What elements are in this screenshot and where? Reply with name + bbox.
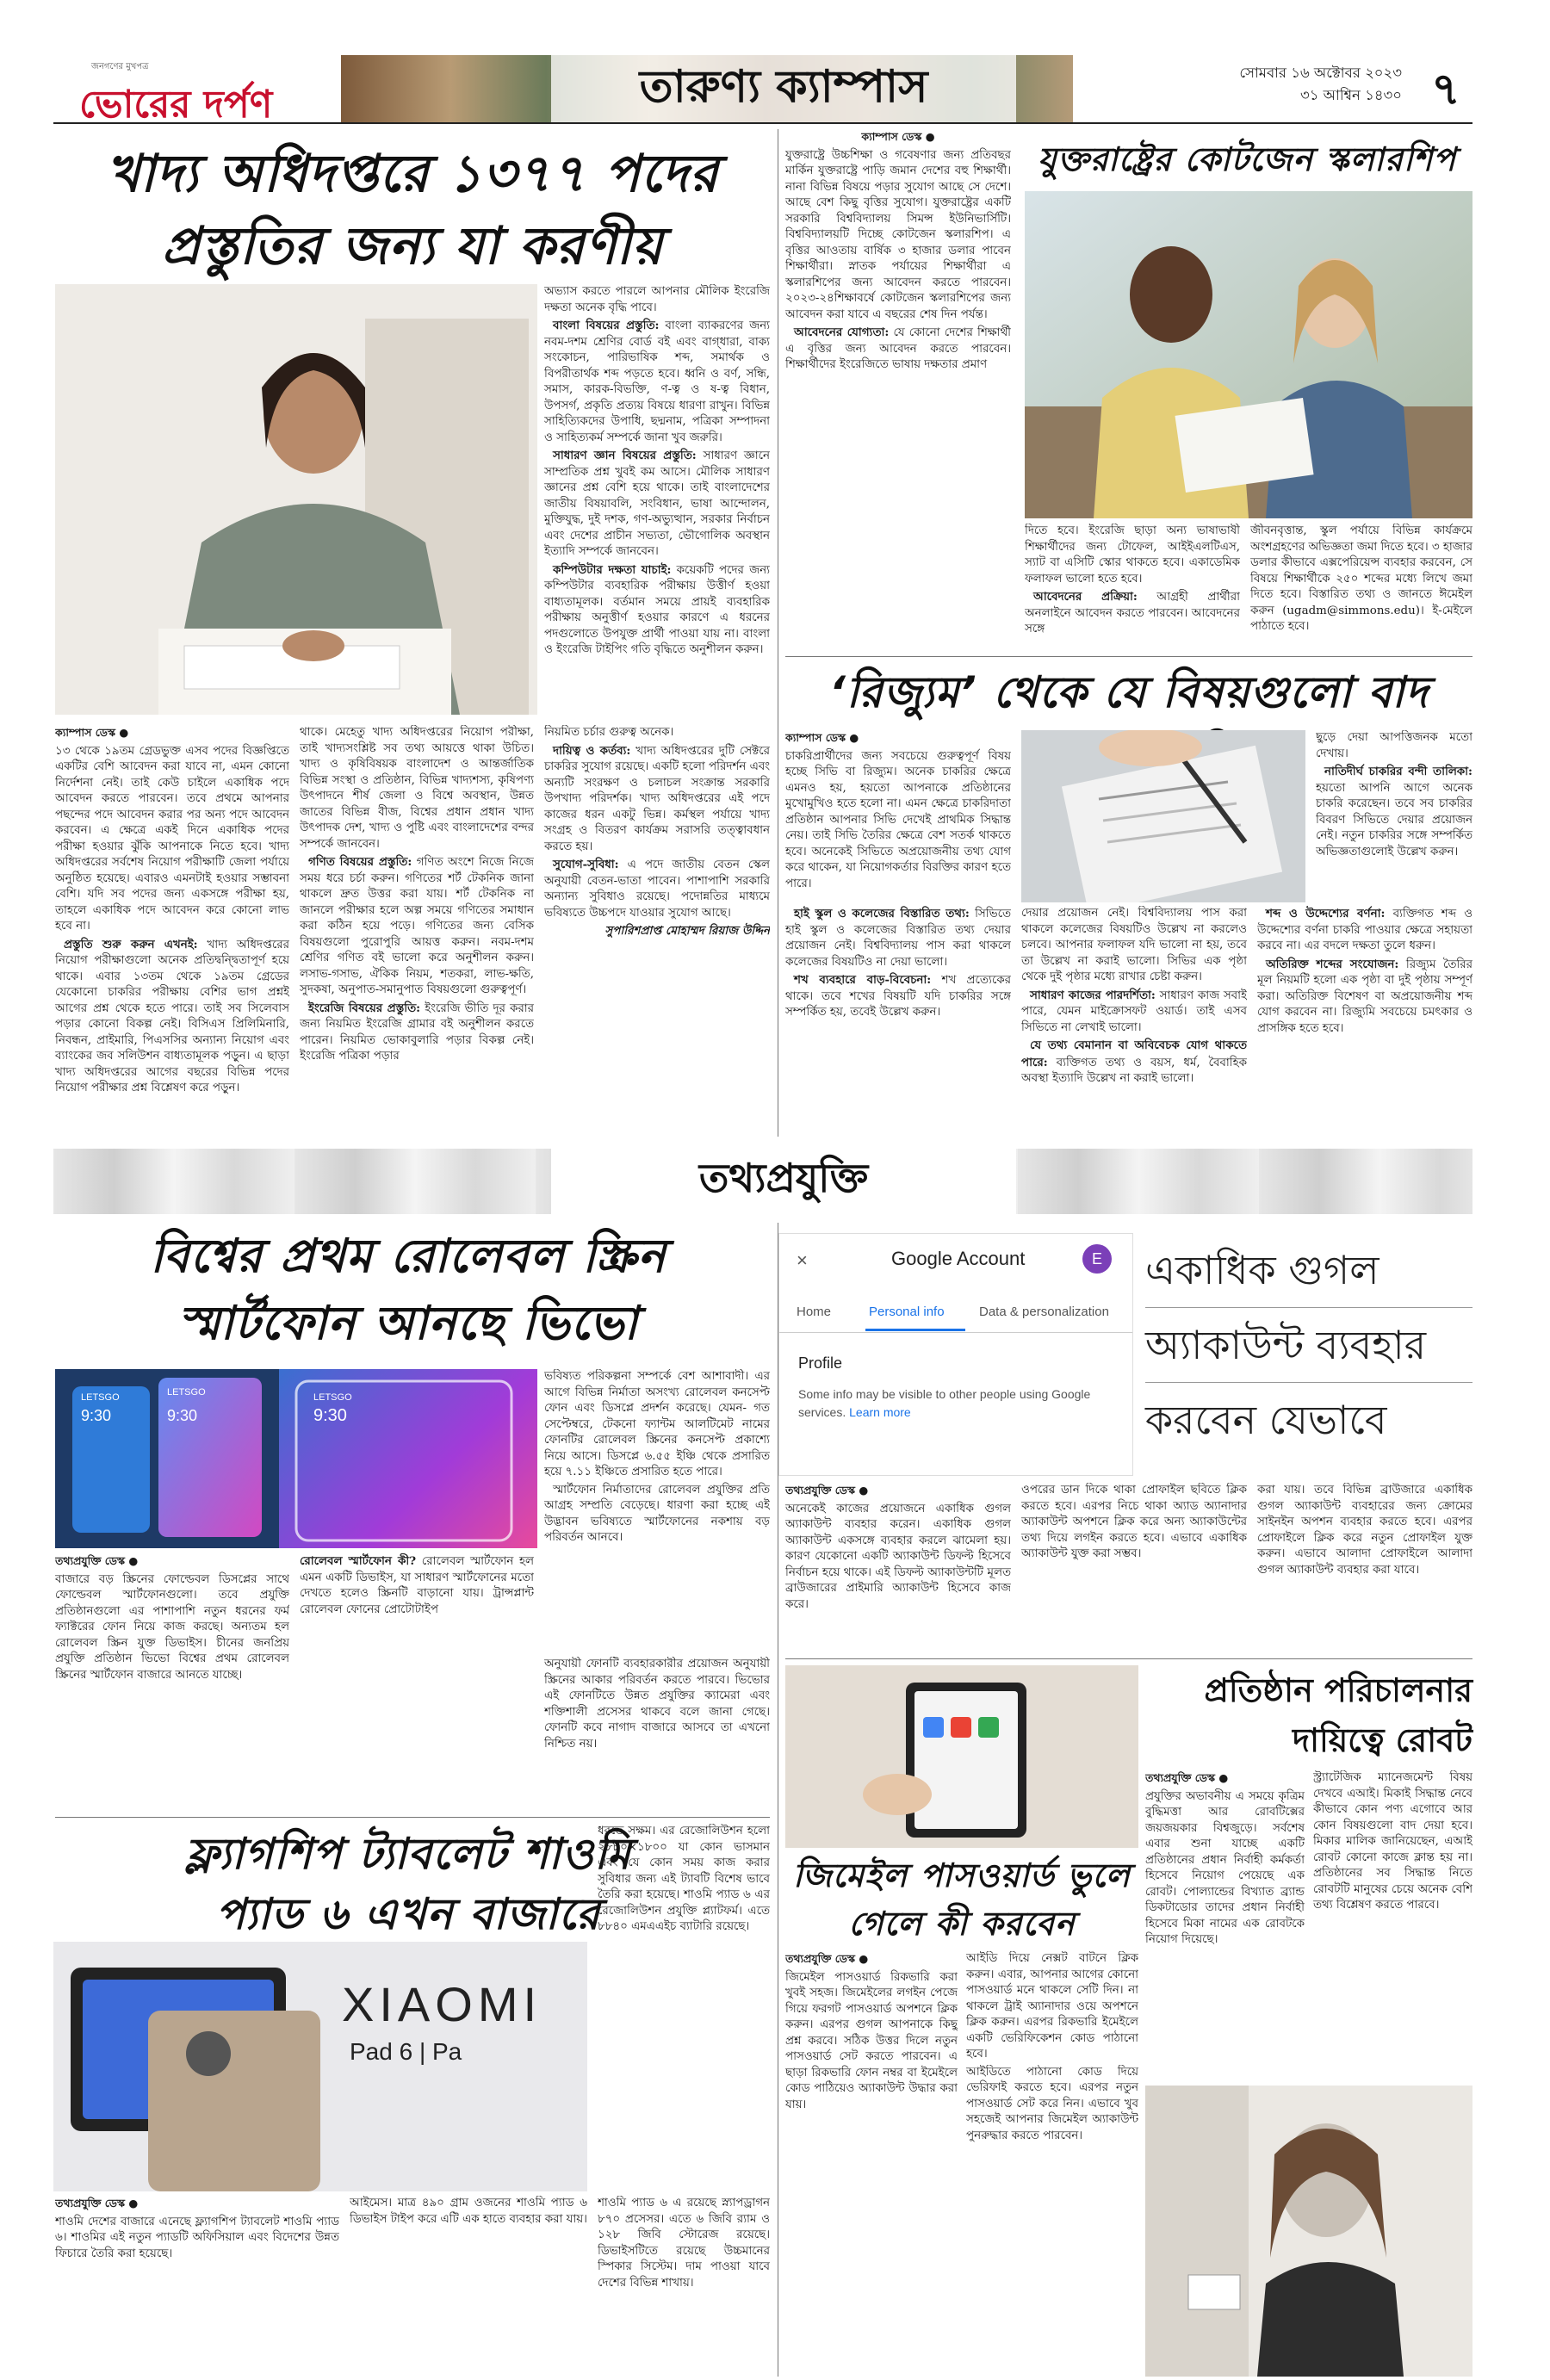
profile-note-text: Some info may be visible to other people using Google services. bbox=[798, 1387, 1091, 1419]
article7-column-3 bbox=[598, 1824, 770, 2185]
article1-col2-subhead: গণিত বিষয়ের প্রস্তুতি: bbox=[308, 855, 412, 869]
article2-col2-text: দিতে হবে। ইংরেজি ছাড়া অন্য ভাষাভাষী শিক্ষার্থীদের জন্য টোফেল, আইইএলটিএস, স্যাট বা এসিটি স্কোর থাকতে হবে। একাডেমিক ফলাফল ভালো হতে হবে। bbox=[1025, 524, 1240, 586]
article1-col4b-text: খাদ্য অধিদপ্তরের দুটি সেক্টরে চাকরির সুযোগ রয়েছে। একটি হলো পরিদর্শন এবং অন্যটি সংরক্ষণ ও চলাচল সংক্রান্ত সরকারি উপখাদ্য পরিদর্শক। খাদ্য অধিদপ্তরের এই পদে কাজের ধরন একটু ভিন্ন। কর্মস্থল পর্যায়ে খাদ্য সংগ্রহ ও বিতরণ কার্যক্রম সরাসরি তত্ত্বাবধান করতে হয়। bbox=[544, 744, 770, 853]
active-tab-indicator bbox=[865, 1329, 965, 1331]
article3-col1c-text: শখ প্রত্যেকের থাকে। তবে শখের বিষয়টি যদি চাকরির সঙ্গে সম্পর্কিত হয়, তবেই উল্লেখ করুন। bbox=[785, 974, 1011, 1019]
tab-data-personalization[interactable]: Data & personalization bbox=[979, 1305, 1109, 1319]
article1-column-2 bbox=[300, 725, 534, 1130]
article6-photo-robot bbox=[1145, 2086, 1472, 2377]
article1-column-1 bbox=[55, 725, 289, 1130]
article4-photo-rollable-phones-2 bbox=[279, 1369, 537, 1548]
profile-note bbox=[798, 1385, 1108, 1422]
section-divider bbox=[785, 656, 1472, 657]
students-illustration bbox=[1025, 191, 1472, 518]
article1-col2-subhead2: ইংরেজি বিষয়ের প্রস্তুতি: bbox=[308, 1001, 421, 1015]
article8-column-2 bbox=[966, 1951, 1138, 2377]
article7-desk: তথ্যপ্রযুক্তি ডেস্ক ● bbox=[55, 2197, 139, 2210]
article4-col2-subhead: রোলেবল স্মার্টফোন কী? bbox=[300, 1554, 417, 1568]
article3-col3-subhead3: অতিরিক্ত শব্দের সংযোজন: bbox=[1266, 957, 1399, 971]
rollable-phone-illustration-2 bbox=[279, 1369, 537, 1548]
section-divider-lower bbox=[55, 1817, 770, 1818]
woman-writing-illustration bbox=[55, 284, 537, 715]
article2-desk: ক্যাম্পাস ডেস্ক ● bbox=[861, 130, 935, 143]
article4-col4-text: অনুযায়ী ফোনটি ব্যবহারকারীর প্রয়োজন অনুযায়ী স্ক্রিনের আকার পরিবর্তন করতে পারবে। ভিভোর এই ফোনটিতে উন্নত প্রযুক্তির ক্যামেরা এবং শক্তিশালী প্রসেসর থাকবে বলে জানা গেছে। ফোনটি কবে নাগাদ বাজারে আসবে তা এখনো নিশ্চিত নয়। bbox=[544, 1658, 770, 1751]
phone-label-left: LETSGO bbox=[81, 1392, 120, 1403]
article2-col1b-text: যে কোনো দেশের শিক্ষার্থী এ বৃত্তির জন্য আবেদন করতে পারবেন। শিক্ষার্থীদের ইংরেজিতে ভাষায় দক্ষতার প্রমাণ bbox=[785, 326, 1011, 371]
article1-col4c-text: এ পদে জাতীয় বেতন স্কেল অনুযায়ী বেতন-ভাতা পাবেন। পাশাপাশি সরকারি অন্যান্য সুবিধাও রয়েছে। পদোন্নতির মাধ্যমে ভবিষ্যতে উচ্চপদে যাওয়ার সুযোগ আছে। bbox=[544, 858, 770, 920]
article7-column-4 bbox=[598, 2196, 770, 2377]
article4-headline-line1: বিশ্বের প্রথম রোলেবল স্ক্রিন bbox=[150, 1229, 666, 1283]
article5-google-account-screenshot bbox=[778, 1233, 1133, 1476]
tablet-hand-illustration bbox=[785, 1665, 1138, 1848]
close-icon[interactable]: × bbox=[797, 1249, 808, 1271]
article7-column-2 bbox=[350, 2196, 587, 2377]
google-account-tabs bbox=[779, 1294, 1132, 1333]
article4-column-2 bbox=[300, 1553, 534, 1812]
article4-col3b-text: স্মার্টফোন নির্মাতাদের রোলেবল প্রযুক্তির প্রতি আগ্রহ সম্প্রতি বেড়েছে। ধারণা করা হচ্ছে এই উদ্ভাবন ভবিষ্যতে স্মার্টফোনের নকশায় বড় পরিবর্তন আনবে। bbox=[544, 1483, 770, 1544]
article8-headline bbox=[785, 1851, 1138, 1948]
article5-col1-text: অনেকেই কাজের প্রয়োজনে একাধিক গুগল অ্যাকাউন্ট ব্যবহার করেন। একাধিক গুগল অ্যাকাউন্ট একসঙ্গে ব্যবহার করলে ঝামেলা হয়। কারণ যেকোনো একটি অ্যাকাউন্ট ডিফল্ট হিসেবে নির্বাচন হয়ে থাকে। এই ডিফল্ট অ্যাকাউন্টটি মূলত ব্রাউজারের প্রাইমারি অ্যাকাউন্ট হিসেবে কাজ করে। bbox=[785, 1502, 1011, 1611]
article1-col3-subhead: বাংলা বিষয়ের প্রস্তুতি: bbox=[553, 319, 660, 332]
article7-col3-text: ধরতে সক্ষম। এর রেজোলিউশন হলো ২৮৮০×১৮০০ যা কোন ভাসমান এবং যে কোন সময় কাজ করার সুবিধার জন্য এই ট্যাবটি বিশেষ ভাবে তৈরি করা হয়েছে। শাওমি প্যাড ৬ এর রেজোলিউশন প্রযুক্তি প্ল্যাটফর্ম। এতে ৮৮৪০ এমএএইচ ব্যাটারি রয়েছে। bbox=[598, 1825, 770, 1933]
article6-column-1 bbox=[1145, 1770, 1305, 2080]
article6-col1-text: প্রযুক্তির অভাবনীয় এ সময়ে কৃত্রিম বুদ্ধিমত্তা আর রোবটিক্সের জয়জয়কার বিশ্বজুড়ে। সর্বশেষ এবার শুনা যাচ্ছে একটি প্রতিষ্ঠানের প্রধান নির্বাহী কর্মকর্তা হিসেবে নিয়োগ পেয়েছে এক রোবট। পোল্যান্ডের বিখ্যাত ব্র্যান্ড ডিকটাডোর তাদের প্রধান নির্বাহী হিসেবে মিকা নামের এক রোবটকে নিয়োগ দিয়েছে। bbox=[1145, 1789, 1305, 1946]
newspaper-logo: ভোরের দর্পণ bbox=[79, 83, 273, 127]
article3-col1-subhead: হাই স্কুল ও কলেজের বিস্তারিত তথ্য: bbox=[794, 907, 970, 920]
article3-column-3-top bbox=[1316, 730, 1472, 902]
article3-column-1 bbox=[785, 730, 1011, 902]
dateline bbox=[1204, 62, 1402, 107]
xiaomi-model-text: Pad 6 | Pa bbox=[350, 2038, 462, 2065]
date-gregorian: সোমবার ১৬ অক্টোবর ২০২৩ bbox=[1239, 65, 1402, 81]
article7-col1-text: শাওমি দেশের বাজারে এনেছে ফ্ল্যাগশিপ ট্যাবলেট শাওমি প্যাড ৬। শাওমির এই নতুন প্যাডটি অফিসিয়াল এবং বিদেশের উন্নত ফিচারে তৈরি করা হয়েছে। bbox=[55, 2215, 339, 2260]
article8-column-3 bbox=[966, 2065, 1138, 2147]
article1-column-4 bbox=[544, 725, 770, 1130]
article5-headline-line2: অ্যাকাউন্ট ব্যবহার bbox=[1145, 1308, 1472, 1383]
article5-col2-text: ওপরের ডান দিকে থাকা প্রোফাইল ছবিতে ক্লিক করতে হবে। এরপর নিচে থাকা অ্যাড অ্যানাদার অ্যাকাউন্ট অপশনে ক্লিক করে অন্য অ্যাকাউন্টের তথ্য দিয়ে লগইন করতে হবে। এভাবে একাধিক অ্যাকাউন্ট যুক্ত করা সম্ভব। bbox=[1021, 1484, 1247, 1560]
logo-tagline: জনগণের মুখপত্র bbox=[91, 62, 149, 71]
article3-col2-text: দেয়ার প্রয়োজন নেই। বিশ্ববিদ্যালয় পাস করা থাকলে কলেজের বিষয়টিও উল্লেখ না করলেও চলবে। আপনার ফলাফল যদি ভালো না হয়, তবে তা উল্লেখ না করাই ভালো। সিভির এক পৃষ্ঠা থেকে দুই পৃষ্ঠার মধ্যে রাখার চেষ্টা করুন। bbox=[1021, 907, 1247, 983]
article3-col3-text: ছুড়ে দেয়া আপত্তিজনক মতো দেখায়। bbox=[1316, 731, 1472, 760]
article2-col3-text: জীবনবৃত্তান্ত, স্কুল পর্যায়ে বিভিন্ন কার্যক্রমে অংশগ্রহণের অভিজ্ঞতা জমা দিতে হবে। ৩ হাজার ডলার কীভাবে এক্সপেরিয়েন্স ব্যবহার করবেন, সে বিষয়ে শিক্ষার্থীকে ২৫০ শব্দের মধ্যে লিখে জমা দিতে হবে। বিস্তারিত তথ্য ও জানতে ঈমেইল করুন (ugadm@simmons.edu)। ই-মেইলে পাঠাতে হবে। bbox=[1250, 524, 1472, 633]
article1-col3-text: অভ্যাস করতে পারলে আপনার মৌলিক ইংরেজি দক্ষতা অনেক বৃদ্ধি পাবে। bbox=[544, 285, 770, 314]
date-bangla: ৩১ আশ্বিন ১৪৩০ bbox=[1299, 87, 1402, 103]
article1-col1b-text: খাদ্য অধিদপ্তরের নিয়োগ পরীক্ষাগুলো অনেক প্রতিদ্বন্দ্বিতাপূর্ণ হয়ে থাকে। এবার ১৩তম থেকে ১৯তম গ্রেডের যেকোনো চাকরির পরীক্ষায় বেশির ভাগ প্রশ্নই আগের প্রশ্ন থেকে হতে পারে। তাই সব সিলেবাস পড়ার কোনো বিকল্প নেই। বিসিএস প্রিলিমিনারি, নিবন্ধন, প্রাইমারি, পিএসসির অন্যান্য নিয়োগ এবং ব্যাংকের জব সলিউশন বাধ্যতামূলক পড়ুন। এ ছাড়া খাদ্য অধিদপ্তরের আগের বছরের বিভিন্ন পদের নিয়োগ পরীক্ষার প্রশ্ন বিশ্লেষণ করে পড়ুন। bbox=[55, 938, 289, 1094]
article1-byline: সুপারিশপ্রাপ্ত মোহাম্মদ রিয়াজ উদ্দিন bbox=[604, 924, 770, 938]
article1-col4-subhead2: সুযোগ-সুবিধা: bbox=[553, 858, 619, 871]
article1-photo-woman-writing bbox=[55, 284, 537, 715]
article8-headline-line2: গেলে কী করবেন bbox=[848, 1905, 1076, 1943]
article3-col2-subhead: সাধারণ কাজের পারদর্শিতা: bbox=[1030, 988, 1156, 1002]
article7-headline-line1: ফ্ল্যাগশিপ ট্যাবলেট শাওমি bbox=[184, 1829, 632, 1879]
article3-desk: ক্যাম্পাস ডেস্ক ● bbox=[785, 731, 859, 744]
article8-headline-line1: জিমেইল পাসওয়ার্ড ভুলে bbox=[793, 1856, 1131, 1894]
phone-time-left: 9:30 bbox=[81, 1407, 112, 1424]
article6-column-2 bbox=[1313, 1770, 1472, 2080]
article7-headline-line2: প্যাড ৬ এখন বাজারে bbox=[215, 1889, 601, 1939]
article1-col3-subhead2: সাধারণ জ্ঞান বিষয়ের প্রস্তুতি: bbox=[553, 449, 697, 462]
article3-column-1-bottom bbox=[785, 906, 1011, 1130]
article1-col4-text: নিয়মিত চর্চার গুরুত্ব অনেক। bbox=[544, 726, 674, 739]
article1-col3-subhead3: কম্পিউটার দক্ষতা যাচাই: bbox=[553, 562, 672, 577]
article7-col2-text: আইমেস। মাত্র ৪৯০ গ্রাম ওজনের শাওমি প্যাড ৬ ডিভাইস টাইপ করে এটি এক হাতে ব্যবহার করা যায়। bbox=[350, 2197, 587, 2226]
article5-headline bbox=[1145, 1233, 1472, 1457]
article1-desk: ক্যাম্পাস ডেস্ক ● bbox=[55, 726, 129, 739]
article2-column-2 bbox=[1025, 524, 1240, 653]
article5-column-2 bbox=[1021, 1483, 1247, 1655]
article4-headline bbox=[55, 1223, 761, 1357]
article4-col2-text: রোলেবল স্মার্টফোন হল এমন একটি ডিভাইস, যা সাধারণ স্মার্টফোনের মতো দেখতে হলেও স্ক্রিনটি বাড়ানো যায়। ট্রান্সপ্লান্ট রোলেবল ফোনের প্রোটোটাইপ bbox=[300, 1555, 534, 1616]
article3-col2-subhead2: যে তথ্য বেমানান বা অবিবেচক যোগ থাকতে পারে: bbox=[1021, 1038, 1247, 1069]
section-divider-right bbox=[785, 1658, 1472, 1659]
article8-photo-tablet bbox=[785, 1665, 1138, 1848]
section-title: তারুণ্য ক্যাম্পাস bbox=[551, 55, 1016, 122]
article3-col1-text: চাকরিপ্রার্থীদের জন্য সবচেয়ে গুরুত্বপূর্ণ বিষয় হচ্ছে সিভি বা রিজ্যুম। অনেক চাকরির ক্ষেত্রে এমনও হয়, হয়তো আপনাকে প্রতিষ্ঠানের মুখোমুখিও হতে হলো না। এমন ক্ষেত্রে চাকরিদাতা প্রতিষ্ঠান আপনার সিভি দেখেই প্রাথমিক সিদ্ধান্ত নেয়। তাই সিভি তৈরির ক্ষেত্রে বেশ সতর্ক থাকতে হবে। অনেকেই সিভিতে অপ্রয়োজনীয় তথ্য যোগ করে থাকেন, যা নিয়োগকর্তার বিরক্তির কারণ হতে পারে। bbox=[785, 749, 1011, 890]
article7-col4-text: শাওমি প্যাড ৬ এ রয়েছে স্ন্যাপড্রাগন ৮৭০ প্রসেসর। এতে ৬ জিবি র‌্যাম ও ১২৮ জিবি স্টোরেজ রয়েছে। ডিভাইসটিতে রয়েছে উচ্চমানের স্পিকার সিস্টেম। দাম পাওয়া যাবে দেশের বিভিন্ন শাখায়। bbox=[598, 2197, 770, 2290]
article2-col1-subhead: আবেদনের যোগ্যতা: bbox=[794, 325, 890, 339]
article3-col1b-text: সিভিতে হাই স্কুল ও কলেজের বিস্তারিত তথ্য দেয়ার প্রয়োজন নেই। বিশ্ববিদ্যালয় পাস করা থাকলে কলেজের বিষয়টিও না দেয়া ভালো। bbox=[785, 908, 1011, 969]
article5-column-3 bbox=[1257, 1483, 1472, 1646]
article2-column-3 bbox=[1250, 524, 1472, 653]
article5-col3-text: করা যায়। তবে বিভিন্ন ব্রাউজারে একাধিক গুগল অ্যাকাউন্ট ব্যবহারের জন্য ক্রোমের সাইনইন অপশন ব্যবহার করতে হবে। এরপর প্রোফাইলে ক্লিক করে নতুন প্রোফাইল যুক্ত করুন। এভাবে আলাদা প্রোফাইলে আলাদা গুগল অ্যাকাউন্ট ব্যবহার করা যাবে। bbox=[1257, 1484, 1472, 1577]
phone-time-third: 9:30 bbox=[313, 1406, 347, 1425]
article6-headline-line1: প্রতিষ্ঠান পরিচালনার bbox=[1204, 1671, 1472, 1709]
page-number: ৭ bbox=[1431, 64, 1460, 115]
robot-illustration bbox=[1145, 2086, 1472, 2377]
article1-col3b-text: বাংলা ব্যাকরণের জন্য নবম-দশম শ্রেণির বোর্ড বই এবং বাগ্‌ধারা, বাক্য সংকোচন, পারিভাষিক শব্দ, সমার্থক ও বিপরীতার্থক শব্দ পড়তে হবে। ধ্বনি ও বর্ণ, সন্ধি, সমাস, কারক-বিভক্তি, ণ-ত্ব ও ষ-ত্ব বিধান, উপসর্গ, প্রকৃতি প্রত্যয় বিষয়ে ধারণা রাখুন। বিভিন্ন সাহিত্যিকদের উপাধি, ছদ্মনাম, পত্রিকা সম্পাদনা ও সাহিত্যকর্ম সম্পর্কে জানা খুব জরুরি। bbox=[544, 319, 770, 444]
article3-col1-subhead2: শখ ব্যবহারে বাড়-বিবেচনা: bbox=[794, 973, 932, 987]
article1-col4-subhead: দায়িত্ব ও কর্তব্য: bbox=[553, 743, 631, 758]
article5-headline-line3: করবেন যেভাবে bbox=[1145, 1397, 1387, 1443]
article1-col2b-text: গণিত অংশে নিজে নিজে সময় ধরে চর্চা করুন। গণিতের শর্ট টেকনিক জানা থাকলে দ্রুত উত্তর করা যায়। শর্ট টেকনিক না জানলে পরীক্ষার হলে অল্প সময়ে গণিতের সমাধান করা কঠিন হয়ে পড়ে। গণিতের জন্য বেসিক বিষয়গুলো পুরোপুরি আয়ত্ত করুন। নবম-দশম শ্রেণির গণিত বই ভালো করে অনুশীলন করুন। লসাভ-গসাভ, ঐকিক নিয়ম, শতকরা, লাভ-ক্ষতি, সুদকষা, অনুপাত-সমানুপাত বিষয়গুলো গুরুত্বপূর্ণ। bbox=[300, 856, 534, 996]
article8-col2-text: আইডি দিয়ে নেক্সট বাটনে ক্লিক করুন। এবার, আপনার আগের কোনো পাসওয়ার্ড মনে থাকলে সেটি দিন। না থাকলে ট্রাই অ্যানাদার ওয়ে অপশনে ক্লিক করুন। এরপর রিকভারি ইমেইলে একটি ভেরিফিকেশন কোড পাঠানো হবে। bbox=[966, 1952, 1138, 2061]
article3-col3d-text: রিজ্যুম তৈরির মূল নিয়মটি হলো এক পৃষ্ঠা বা দুই পৃষ্ঠায় সম্পূর্ণ করা। অতিরিক্ত বিশেষণ বা অপ্রয়োজনীয় শব্দ যোগ করবেন না। রিজ্যুমি সবচেয়ে চমৎকার ও প্রাসঙ্গিক হতে হবে। bbox=[1257, 958, 1472, 1035]
article3-column-3 bbox=[1257, 906, 1472, 1130]
article1-col1-subhead: প্রস্তুতি শুরু করুন এখনই: bbox=[64, 937, 198, 951]
article4-headline-line2: স্মার্টফোন আনছে ভিভো bbox=[177, 1296, 639, 1350]
article6-col2-text: স্ট্র্যাটেজিক ম্যানেজমেন্ট বিষয় দেখবে এআই। মিকাই সিদ্ধান্ত নেবে কীভাবে কোন পণ্য এগোবে আর কোন বিষয়গুলো বাদ দেয়া হবে। মিকার মালিক জানিয়েছেন, এআই রোবট কোনো কাজে ক্লান্ত হয় না। প্রতিষ্ঠানের সব সিদ্ধান্ত নিতে রোবটটি মানুষের চেয়ে অনেক বেশি তথ্য বিশ্লেষণ করতে পারবে। bbox=[1313, 1771, 1472, 1912]
phone-time-right: 9:30 bbox=[167, 1407, 198, 1424]
article5-headline-line1: একাধিক গুগল bbox=[1145, 1233, 1472, 1308]
article3-col3-subhead2: শব্দ ও উদ্দেশ্যের বর্ণনা: bbox=[1266, 907, 1386, 920]
article1-col3d-text: কয়েকটি পদের জন্য কম্পিউটার ব্যবহারিক পরীক্ষায় উত্তীর্ণ হওয়া বাধ্যতামূলক। বর্তমান সময়ে প্রায়ই ব্যবহারিক পরীক্ষায় অনুত্তীর্ণ হওয়ার কারণে এ ধরনের পদগুলোতে উপযুক্ত প্রার্থী পাওয়া যায় না। বাংলা ও ইংরেজি টাইপিং গতি বৃদ্ধিতে অনুশীলন করুন। bbox=[544, 563, 770, 656]
rollable-phone-illustration bbox=[55, 1369, 279, 1548]
article2-column-1 bbox=[785, 129, 1011, 646]
article3-column-2 bbox=[1021, 906, 1247, 1130]
article2-col2-subhead: আবেদনের প্রক্রিয়া: bbox=[1033, 590, 1138, 604]
tech-section-title: তথ্যপ্রযুক্তি bbox=[551, 1149, 1016, 1214]
phone-label-right: LETSGO bbox=[167, 1387, 206, 1398]
article3-headline: ‘রিজ্যুম’ থেকে যে বিষয়গুলো বাদ bbox=[828, 667, 1429, 717]
profile-heading: Profile bbox=[798, 1354, 843, 1372]
article8-col3-text: আইডিতে পাঠানো কোড দিয়ে ভেরিফাই করতে হবে। এরপর নতুন পাসওয়ার্ড সেট করে নিন। এভাবে খুব সহজেই আপনার জিমেইল অ্যাকাউন্ট পুনরুদ্ধার করতে পারবেন। bbox=[966, 2065, 1138, 2142]
article3-col2c-text: ব্যক্তিগত তথ্য ও বয়স, ধর্ম, বৈবাহিক অবস্থা ইত্যাদি উল্লেখ না করাই ভালো। bbox=[1021, 1056, 1247, 1085]
article4-col3-text: ভবিষ্যত পরিকল্পনা সম্পর্কে বেশ আশাবাদী। এর আগে বিভিন্ন নির্মাতা অসংখ্য রোলেবল কনসেপ্ট ফোন এবং ডিসপ্লে প্রদর্শন করেছে। যেমন- গত সেপ্টেম্বরে, টেকনো ফ্যান্টম আলটিমেট নামের ফোনটির রোলেবল স্ক্রিনের কনসেপ্ট প্রকাশ্যে নিয়ে আসে। ডিসপ্লে ৬.৫৫ ইঞ্চি থেকে প্রসারিত হয়ে ৭.১১ ইঞ্চিতে প্রসারিত হতে পারে। bbox=[544, 1370, 770, 1478]
article1-column-3 bbox=[544, 284, 770, 715]
article4-column-3 bbox=[544, 1369, 770, 1653]
article6-headline-line2: দায়িত্বে রোবট bbox=[1293, 1721, 1472, 1759]
article8-desk: তথ্যপ্রযুক্তি ডেস্ক ● bbox=[785, 1952, 869, 1965]
article1-headline-line1: খাদ্য অধিদপ্তরে ১৩৭৭ পদের bbox=[106, 144, 719, 204]
article7-xiaomi-ad-image bbox=[53, 1942, 587, 2191]
article6-desk: তথ্যপ্রযুক্তি ডেস্ক ● bbox=[1145, 1771, 1229, 1784]
article6-headline bbox=[1145, 1665, 1472, 1765]
article3-col3b-text: হয়তো আপনি আগে অনেক চাকরি করেছেন। তবে সব চাকরির বিবরণ সিভিতে দেয়ার প্রয়োজন নেই। নতুন চাকরির সঙ্গে সম্পর্কিত অভিজ্ঞতাগুলোই উল্লেখ করুন। bbox=[1316, 781, 1472, 858]
article3-col3-subhead: নাতিদীর্ঘ চাকরির বন্দী তালিকা: bbox=[1324, 765, 1472, 778]
article7-column-1 bbox=[55, 2196, 339, 2377]
article1-col2-text: থাকে। মেহেতু খাদ্য অধিদপ্তরের নিয়োগ পরীক্ষা, তাই খাদ্যসংশ্লিষ্ট সব তথ্য আয়ত্তে থাকা উচিত। খাদ্য ও কৃষিবিষয়ক বাংলাদেশ ও আন্তর্জাতিক বিভিন্ন সংস্থা ও প্রতিষ্ঠান, বিভিন্ন খাদ্যশস্য, কৃষিপণ্য উৎপাদনে শীর্ষ জেলা ও বিশ্বে অবস্থান, উন্নত জাতের বিভিন্ন বীজ, বিশ্বের প্রধান প্রধান খাদ্য উৎপাদক দেশ, খাদ্য ও পুষ্টি এবং বাংলাদেশের বন্দর সম্পর্কে জানবেন। bbox=[300, 726, 534, 851]
article1-col1-text: ১৩ থেকে ১৯তম গ্রেডভুক্ত এসব পদের বিজ্ঞপ্তিতে একটির বেশি আবেদন করা যাবে না, এমন কোনো নির্দেশনা নেই। তাই কেউ চাইলে একাধিক পদে আবেদন করতে পারবেন। তবে প্রথমে আপনার পছন্দের পদে আবেদন করার পর অন্য পদে আবেদন করবেন। এ ক্ষেত্রে একই দিনে একাধিক পদের পরীক্ষা হওয়ার ঝুঁকি আপনাকে নিতে হবে। খাদ্য অধিদপ্তরের সর্বশেষ নিয়োগ পরীক্ষাটি জেলা পর্যায়ে অনুষ্ঠিত হয়েছে। এবারও এমনটাই হওয়ার সম্ভাবনা বেশি। যদি সব পদের জন্য একসঙ্গে পরীক্ষা হয়, তাহলে একাধিক পদে আবেদন করে কোনো লাভ হবে না। bbox=[55, 744, 289, 933]
phone-label-third: LETSGO bbox=[313, 1392, 352, 1403]
article8-column-1 bbox=[785, 1951, 958, 2377]
article4-col1-text: বাজারে বড় স্ক্রিনের ফোল্ডেবল ডিসপ্লের সাথে ফোল্ডেবল স্মার্টফোনগুলো। তবে প্রযুক্তি প্রতিষ্ঠানগুলো এর পাশাপাশি নতুন ধরনের ফর্ম ফ্যাক্টরের ফোন নিয়ে কাজ করছে। অন্যতম হল রোলেবল স্ক্রিন যুক্ত ডিভাইস। চীনের জনপ্রিয় প্রযুক্তি প্রতিষ্ঠান ভিভো বিশ্বের প্রথম রোলেবল স্ক্রিনের স্মার্টফোন বাজারে আনতে যাচ্ছে। bbox=[55, 1572, 289, 1682]
article4-photo-rollable-phones bbox=[55, 1369, 279, 1548]
article4-column-1 bbox=[55, 1553, 289, 1812]
article5-desk: তথ্যপ্রযুক্তি ডেস্ক ● bbox=[785, 1484, 869, 1497]
article3-col3c-text: ব্যক্তিগত শব্দ ও উদ্দেশ্যের বর্ণনা চাকরি পাওয়ার ক্ষেত্রে সহায়তা করবে না। এর বদলে দক্ষতা তুলে ধরুন। bbox=[1257, 908, 1472, 952]
tab-personal-info[interactable]: Personal info bbox=[869, 1305, 945, 1319]
article1-col3c-text: সাধারণ জ্ঞানে সাম্প্রতিক প্রশ্ন খুবই কম আসে। মৌলিক সাধারণ জ্ঞানের প্রশ্ন বেশি হয়ে থাকে। তাই বাংলাদেশের জাতীয় বিষয়াবলি, সংবিধান, ভাষা আন্দোলন, মুক্তিযুদ্ধ, দুই দশক, গণ-অভ্যুত্থান, সরকার নির্বাচন এবং দেশের প্রাচীন সভ্যতা, ভৌগোলিক অবস্থান ইত্যাদি সম্পর্কে জানবেন। bbox=[544, 449, 770, 558]
avatar[interactable]: E bbox=[1082, 1244, 1112, 1274]
article2-col2b-text: আগ্রহী প্রার্থীরা অনলাইনে আবেদন করতে পারবেন। আবেদনের সঙ্গে bbox=[1025, 591, 1240, 635]
article5-column-1 bbox=[785, 1483, 1011, 1655]
tab-home[interactable]: Home bbox=[797, 1305, 832, 1319]
resume-illustration bbox=[1021, 730, 1305, 902]
article1-headline bbox=[55, 138, 770, 282]
article1-headline-line2: প্রস্তুতির জন্য যা করণীয় bbox=[161, 216, 664, 276]
learn-more-link[interactable]: Learn more bbox=[849, 1405, 911, 1419]
article2-headline: যুক্তরাষ্ট্রের কোটজেন স্কলারশিপ bbox=[1037, 140, 1456, 178]
article2-col1-text: যুক্তরাষ্ট্রে উচ্চশিক্ষা ও গবেষণার জন্য প্রতিবছর মার্কিন যুক্তরাষ্ট্রে পাড়ি জমান দেশের বহু শিক্ষার্থী। নানা বিভিন্ন বিষয়ে পড়ার সুযোগ আছে সে দেশে। আছে বেশ কিছু বৃত্তির সুযোগ। যুক্তরাষ্ট্রের একটি সরকারি বিশ্ববিদ্যালয় সিমন্স ইউনিভার্সিটি। বিশ্ববিদ্যালয়টি দিচ্ছে কোটজেন স্কলারশিপ। এ বৃত্তির আওতায় বার্ষিক ৩ হাজার ডলার পাবেন শিক্ষার্থীরা। স্নাতক পর্যায়ের শিক্ষার্থীরা এ স্কলারশিপের জন্য আবেদন করতে পারবেন। ২০২৩-২৪শিক্ষাবর্ষে কোটজেন স্কলারশিপের জন্য আবেদন করা যাবে এ বছরের শেষ দিন পর্যন্ত। bbox=[785, 148, 1011, 321]
article2-photo-students bbox=[1025, 191, 1472, 518]
article1-col2c-text: ইংরেজি ভীতি দূর করার জন্য নিয়মিত ইংরেজি গ্রামার বই অনুশীলন করতে পারেন। নিয়মিত ভোকাবুলারি পড়ার বিকল্প নেই। ইংরেজি পত্রিকা পড়ার bbox=[300, 1001, 534, 1063]
article3-photo-resume bbox=[1021, 730, 1305, 902]
google-account-title: Google Account bbox=[891, 1248, 1026, 1269]
article8-col1-text: জিমেইল পাসওয়ার্ড রিকভারি করা খুবই সহজ। জিমেইলের লগইন পেজে গিয়ে ফরগট পাসওয়ার্ড অপশনে ক্লিক করুন। এরপর গুগল আপনাকে কিছু প্রশ্ন করবে। সঠিক উত্তর দিলে নতুন পাসওয়ার্ড সেট করতে পারবেন। এ ছাড়া রিকভারি ফোন নম্বর বা ইমেইলে কোড পাঠিয়েও অ্যাকাউন্ট উদ্ধার করা যায়। bbox=[785, 1970, 958, 2111]
article4-column-4 bbox=[544, 1657, 770, 1807]
article3-col2b-text: সাধারণ কাজ সবাই পারে, যেমন মাইক্রোসফট ওয়ার্ড। তাই এসব সিভিতে না লেখাই ভালো। bbox=[1021, 989, 1247, 1034]
article4-desk: তথ্যপ্রযুক্তি ডেস্ক ● bbox=[55, 1554, 139, 1567]
xiaomi-brand-text: XIAOMI bbox=[342, 1977, 542, 2031]
